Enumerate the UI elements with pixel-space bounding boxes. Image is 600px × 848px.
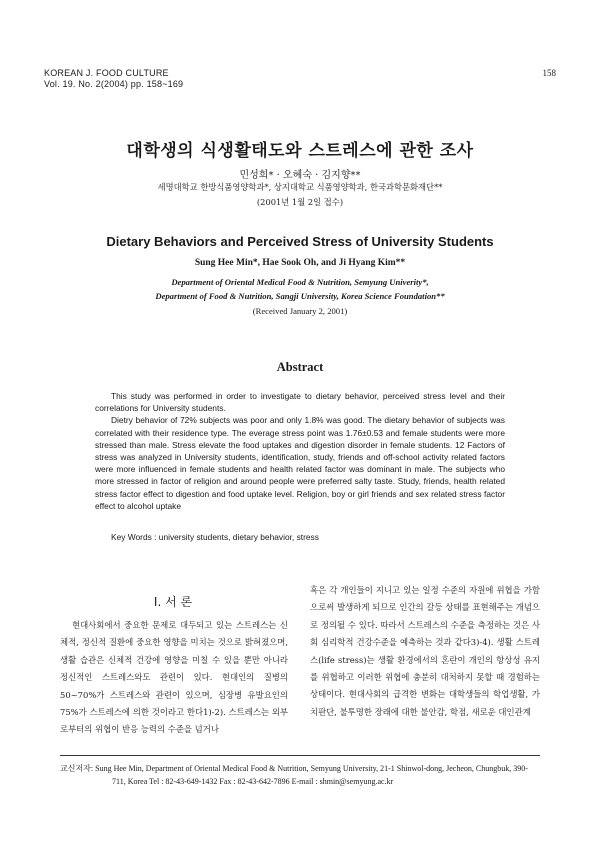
english-authors: Sung Hee Min*, Hae Sook Oh, and Ji Hyang Kim** (194, 258, 406, 268)
footnote-line-2: 711, Korea Tel : 82-43-649-1432 Fax : 82-43-642-7896 E-mail : shmin@semyung.ac.kr (112, 776, 394, 786)
body-column-left (60, 617, 288, 739)
english-title: Dietary Behaviors and Perceived Stress of University Students (106, 234, 494, 249)
abstract-paragraph-1: This study was performed in order to investigate to dietary behavior, perceived stress level and their correlations for University students. (95, 391, 505, 414)
affiliation-line-2: Department of Food & Nutrition, Sangji University, Korea Science Foundation** (155, 291, 445, 301)
corresponding-author-footnote (60, 763, 540, 788)
affiliation-line-1: Department of Oriental Medical Food & Nutrition, Semyung Univerity*, (171, 277, 429, 287)
korean-authors: 민성희* · 오혜숙 · 김지향** (239, 170, 361, 181)
english-affiliations (0, 275, 600, 303)
footnote-line-1: 교신저자: Sung Hee Min, Department of Oriental Medical Food & Nutrition, Semyung University, 21-1 Shinwol-dong, Jecheon, Chungbuk, 390- (60, 764, 528, 773)
abstract-body (95, 390, 505, 512)
keywords: Key Words : university students, dietary behavior, stress (111, 532, 319, 542)
body-paragraph-left: 현대사회에서 중요한 문제로 대두되고 있는 스트레스는 신체적, 정신적 질환에 중요한 영향을 미치는 것으로 밝혀졌으며, 생활 습관은 신체적 건강에 영향을 미칠 수 있을 뿐만 아니라 정신적인 스트레스와도 관련이 있다. 현대인의 질병의 50~70%가 스트레스와 관련이 있으며, 심장병 유발요인의 75%가 스트레스에 의한 것이라고 한다1)-2). 스트레스는 외부로부터의 위협이 반응 능력의 수준을 넘거나 (60, 620, 288, 735)
footnote-divider (60, 755, 540, 756)
journal-volume: Vol. 19. No. 2(2004) pp. 158~169 (44, 79, 184, 89)
korean-affiliations: 세명대학교 한방식품영양학과*, 상지대학교 식품영양학과, 한국과학문화재단** (157, 182, 443, 192)
section-heading-introduction: I. 서 론 (153, 595, 193, 609)
korean-received-date: (2001년 1월 2일 접수) (256, 197, 344, 207)
body-paragraph-right: 혹은 각 개인들이 지니고 있는 일정 수준의 자원에 위협을 가함으로써 발생하게 되므로 인간의 갈등 상태를 표현해주는 개념으로 정의될 수 있다. 따라서 스트레스의 수준을 측정하는 것은 사회 심리학적 건강수준을 예측하는 것과 같다3)-4). 생활 스트레스(life stress)는 생활 환경에서의 혼란이 개인의 항상성 유지를 위협하고 이러한 위협에 충분히 대처하지 못할 때 경험하는 상태이다. 현대사회의 급격한 변화는 대학생들의 학업생활, 가치판단, 불투명한 장래에 대한 불안감, 학점, 새로운 대인관계 (310, 585, 540, 717)
journal-name: KOREAN J. FOOD CULTURE (44, 68, 169, 78)
abstract-heading: Abstract (276, 360, 324, 374)
body-column-right (310, 582, 540, 721)
english-received-date: (Received January 2, 2001) (252, 306, 348, 316)
korean-title: 대학생의 식생활태도와 스트레스에 관한 조사 (126, 141, 474, 161)
abstract-paragraph-2: Dietry behavior of 72% subjects was poor and only 1.8% was good. The dietary behavior of subjects was correlated with their residence type. The everage stress point was 1.76±0.53 and female students were more stressed than male. Stress elevate the food uptakes and digestion disorder in female students. 12 Factors of stress was analyzed in University students, identification, study, friends and off-school activity related factors were more influenced in female students and health related factor was dominant in male. The subjects who more stressed in factor of religion and around people were preferred salty taste. Study, friends, health related stress factor effect to digestion and food uptake level. Religion, boy or girl friends and sex related stress factor effect to alcohol uptake (95, 415, 505, 511)
journal-header (44, 68, 183, 90)
page-number: 158 (542, 68, 556, 78)
